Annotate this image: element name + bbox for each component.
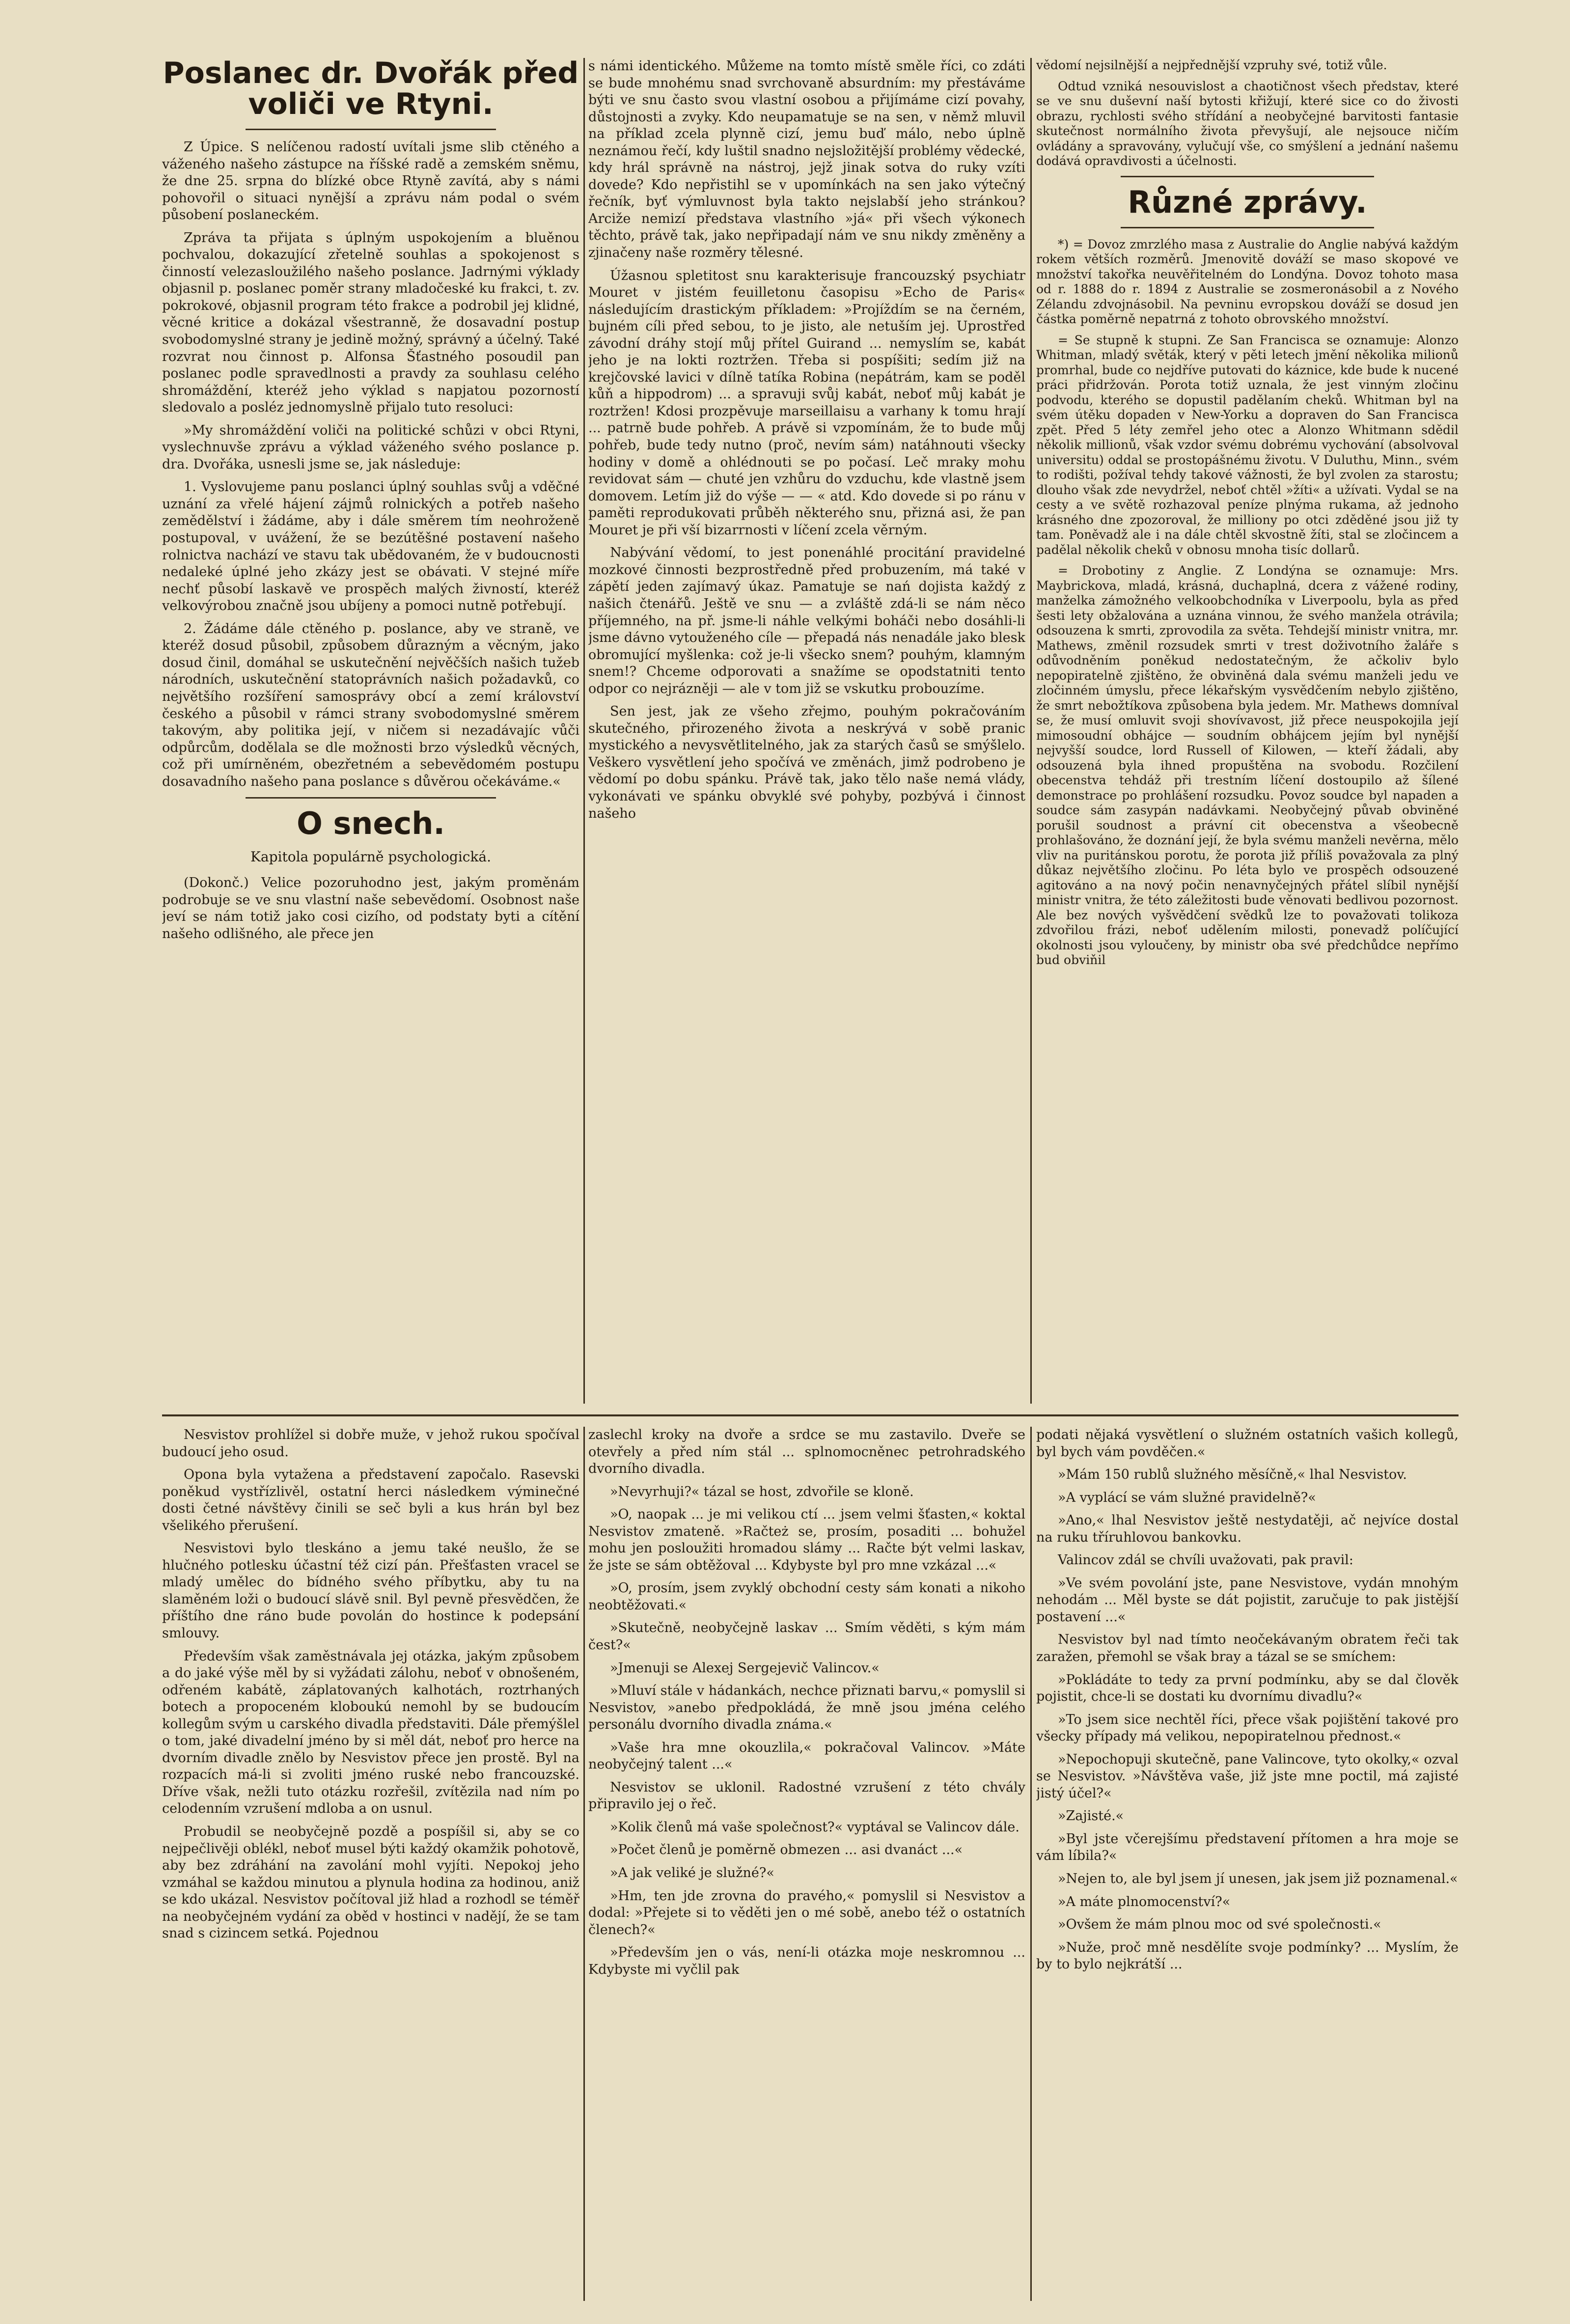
column-3 (1036, 58, 1459, 1404)
paragraph: Z Úpice. S nelíčenou radostí uvítali jsme slib ctěného a váženého našeho zástupce na říšské radě a zemském sněmu, že dne 25. srpna do blízké obce Rtyně zavítá, aby s námi pohovořil o situaci nynější a zprávu nám podal o svém působení poslaneckém. (162, 139, 579, 223)
paragraph: »Počet členů je poměrně obmezen ... asi dvanáct ...« (610, 1842, 963, 1858)
column-2 (588, 58, 1025, 1404)
news-item: = Se stupně k stupni. Ze San Francisca se oznamuje: Alonzo Whitman, mladý světák, který v pěti letech jmění několika milionů promrhal, bude co nejdříve putovati do káznice, kde bude k nucené práci přidržován. Porota totiž uznala, že jest vinným zločinu podvodu, kterého se dopustil padělaním cheků. Whitman byl na svém útěku dopaden v New-Yorku a dopraven do San Francisca zpět. Před 5 léty zemřel jeho otec a Alonzo Whitmann sdědil několik millionů, však vzdor svému dobrému vychování (absolvoval universitu) oddal se prostopášnému životu. V Duluthu, Minn., svém to rodišti, požíval tehdy takové vážnosti, že byl zvolen za starostu; dlouho však zde nevydržel, neboť chtěl »žíti« a užívati. Vydal se na cesty a ve světě rozhazoval peníze plnýma rukama, až jednoho krásného dne zpozoroval, že milliony po otci zděděné jsou již ty tam. Poněvadž ale i na dále chtěl skvostně žíti, stal se zločincem a padělal několik cheků v obnosu mnoha tisíc dollarů. (1036, 332, 1459, 557)
paragraph: »Ve svém povolání jste, pane Nesvistove, vydán mnohým nehodám ... Měl byste se dát pojistit, zaručuje to pak jistější postavení ...« (1036, 1575, 1459, 1625)
paragraph: »Hm, ten jde zrovna do pravého,« pomyslil si Nesvistov a dodal: »Přejete si to věděti jen o mé sobě, anebo též o ostatních členech?« (588, 1888, 1025, 1937)
paragraph: Probudil se neobyčejně pozdě a pospíšil si, aby se co nejpečlivěji oblékl, neboť musel býti každý okamžik pohotově, aby bez zdráhání na zavolání mohl vyjíti. Nepokoj jeho vzmáhal se každou minutou a plynula hodina za hodinou, aniž se kdo ukázal. Nesvistov počítoval již hlad a rozhodl se téměř na neobyčejném vydání za oběd v hostinci v nadějí, že se tam snad s cizincem setká. Pojednou (162, 1824, 579, 1941)
column-1 (162, 58, 579, 1404)
paragraph: »Ano,« lhal Nesvistov ještě nestydatěji, ač nejvíce dostal na ruku tříruhlovou bankovku. (1036, 1513, 1459, 1545)
section-divider (246, 797, 496, 799)
paragraph: »Jmenuji se Alexej Sergejevič Valincov.« (610, 1660, 880, 1676)
paragraph: »Byl jste včerejšímu představení přítomen a hra moje se vám líbila?« (1036, 1831, 1459, 1864)
column-divider (583, 58, 585, 1404)
paragraph: Úžasnou spletitost snu karakterisuje francouzský psychiatr Mouret v jistém feuilletonu časopisu »Echo de Paris« následujícím drastickým příkladem: »Projíždím se na černém, bujném cíli před sebou, to je jisto, ale netuším jej. Uprostřed závodní dráhy stojí můj přítel Guirand ... nemyslím se, kabát jeho je na lokti roztržen. Třeba si pospíšiti; sedím již na krejčovské lavici v dílně tatíka Robina (nepátrám, kam se poděl kůň a hippodrom) ... a spravuji svůj kabát, neboť můj kabát je roztržen! Kdosi prozpěvuje marseillaisu a varhany k tomu hrají ... patrně bude pohřeb. A právě si vzpomínám, že to bude můj pohřeb, bude tedy nutno (proč, nevím sám) natáhnouti všecky hodiny v domě a ohlédnouti se po počasí. Leč mraky mohu revidovat sám — chuté jen vzhůru do vzduchu, kde vlastně jsem domovem. Letím již do výše — — « atd. Kdo dovede si po ránu v paměti reprodukovati průběh některého snu, přizná asi, že pan Mouret je při vší bizarrnosti v líčení zcela věrným. (588, 268, 1025, 538)
paragraph: Nesvistovi bylo tleskáno a jemu také neušlo, že se hlučného potlesku účastní též cizí pán. Přešťasten vracel se mladý umělec do bídného svého příbytku, aby tu na slaměném loži o budoucí slávě snil. Byl pevně přesvědčen, že příštího dne ráno bude povolán do hostince k podepsání smlouvy. (162, 1541, 579, 1641)
column-divider (1030, 58, 1032, 1404)
paragraph: podati nějaká vysvětlení o služném ostatních vašich kollegů, byl bych vám povděčen.« (1036, 1427, 1459, 1460)
column-divider (583, 1427, 585, 2301)
article-headline: Poslanec dr. Dvořák před voliči ve Rtyni. (163, 58, 579, 121)
feuilleton-column-2 (588, 1427, 1025, 2301)
paragraph: Sen jest, jak ze všeho zřejmo, pouhým pokračováním skutečného, přirozeného života a neskrývá v sobě pranic mystického a nevysvětlitelného, jak za starých časů se smýšlelo. Veškero vysvětlení jeho spočívá ve změnách, jimž podrobeno je vědomí po dobu spánku. Právě tak, jako tělo naše nemá vlády, vykonávati ve spánku obvyklé své pohyby, pozbývá i činnost našeho (588, 704, 1025, 821)
paragraph: »My shromáždění voliči na politické schůzi v obci Rtyni, vyslechnuvše zprávu a výklad váženého svého poslance p. dra. Dvořáka, usnesli jsme se, jak následuje: (162, 422, 579, 472)
paragraph: »Nejen to, ale byl jsem jí unesen, jak jsem již poznamenal.« (1058, 1871, 1458, 1887)
paragraph: »Mluví stále v hádankách, nechce přiznati barvu,« pomyslil si Nesvistov, »anebo předpokládá, že mně jsou jména celého personálu dvorního divadla známa.« (588, 1683, 1025, 1733)
paragraph: »Skutečně, neobyčejně laskav ... Smím věděti, s kým mám čest?« (588, 1620, 1025, 1653)
paragraph: »Mám 150 rublů služného měsíčně,« lhal Nesvistov. (1058, 1467, 1407, 1483)
paragraph: Nesvistov se uklonil. Radostné vzrušení z této chvály připravilo jej o řeč. (588, 1779, 1025, 1812)
paragraph: 2. Žádáme dále ctěného p. poslance, aby ve straně, ve kteréž dosud působil, způsobem důrazným a věcným, jako dosud činil, domáhal se uskutečnění nejvěčších našich tužeb národních, uskutečnění statoprávních našich požadavků, co největšího rozšíření samosprávy obcí a zemí království českého a působil v rámci strany svobodomyslné směrem takovým, aby politika její, v ničem si nezadávajíc vůči odpůrcům, dodělala se dle možnosti brzo výsledků věcných, což při umírněném, obezřetném a sebevědomém postupu dosavadního našeho pana poslance s důvěrou očekáváme.« (162, 621, 579, 789)
paragraph: »Kolik členů má vaše společnost?« vyptával se Valincov dále. (610, 1819, 1019, 1835)
paragraph: Nabývání vědomí, to jest ponenáhlé procitání pravidelné mozkové činnosti bezprostředně před probuzením, má také v zápětí jeden zajímavý úkaz. Pamatuje se nań dojista každý z našich čtenářů. Ještě ve snu — a zvláště zdá-li se nám něco příjemného, na př. jsme-li náhle velkými boháči nebo dosáhli-li jsme dávno vytouženého cíle — přepadá nás nenadále jako blesk obromující myšlenka: což je-li všecko snem? pouhým, klamným snem!? Chceme odporovati a snažíme se opodstatniti tento odpor co nejrázněji — ale v tom již se vskutku probouzíme. (588, 545, 1025, 696)
paragraph: »Nepochopuji skutečně, pane Valincove, tyto okolky,« ozval se Nesvistov. »Návštěva vaše, již jste mne poctil, má zajisté jistý účel?« (1036, 1751, 1459, 1801)
news-item: = Drobotiny z Anglie. Z Londýna se oznamuje: Mrs. Maybrickova, mladá, krásná, duchaplná, dcera z vážené rodiny, manželka zámožného velkoobchodníka v Liverpoolu, byla as před šesti lety obžalována a uznána vinnou, že svého manžela otrávila; odsouzena k smrti, zprovodila za světa. Tehdejší ministr vnitra, mr. Mathews, změnil rozsudek smrti v trest doživotního žaláře s odůvodněním poněkud nedostatečným, že ačkoliv bylo nepopiratelně zjištěno, že obviněná dala svému manželi jedu ve zločinném úmyslu, přece lékařským vysvědčením nebylo zjištěno, že smrt nebožtíkova způsobena byla jedem. Mr. Mathews domníval se, že musí omluvit svoji shovívavost, již přece neuspokojila její mimosoudní obhájce — soudním obhájcem jejím byl nynější nejvyšší soudce, lord Russell of Kilowen, — kteří žádali, aby odsouzená byla ihned propuštěna na svobodu. Rozčilení obecenstva tehdáž při trestním líčení dostoupilo až šílené demonstrace po prohlášení rozsudku. Povoz soudce byl napaden a soudce sám zasypán nadávkami. Neobyčejný půvab obviněné porušil soudnost a právní cit obecenstva a všeobecně prohlašováno, že doznání její, že byla svému manželi nevěrna, mělo vliv na puritánskou porotu, že porota již příliš považovala za plný důkaz největšího zločinu. Po léta bylo ve prospěch odsouzené agitováno a na nový počin nenavnyčejných přátel slíbil nynější ministr vnitra, že této záležitosti bude věnovati bedlivou pozornost. Ale bez nových vyšvědčení svědků lze to považovati tolikoza zdvořilou frázi, neboť udělením milosti, ponevadž políčující okolnosti jsou vyloučeny, by ministr oba své předchůdce nepřímo bud obviňil (1036, 563, 1459, 968)
paragraph: »O, naopak ... je mi velikou ctí ... jsem velmi šťasten,« koktal Nesvistov zmateně. »Račteż se, prosím, posaditi ... bohužel mohu jen posloužiti hromadou slámy ... Račte být velmi laskav, že jste se sám obtěžoval ... Kdybyste byl pro mne vzkázal ...« (588, 1507, 1025, 1573)
paragraph: s námi identického. Můžeme na tomto místě směle říci, co zdáti se bude mnohému snad svrchovaně absurdním: my přestáváme býti ve snu často svou vlastní osobou a přijímáme cizí povahy, důstojnosti a zvyky. Kdo neupamatuje se na sen, v němž mluvil na příklad zcela plynně cizí, jemu buď málo, nebo úplně neznámou řečí, kdy luštil snadno nejsložitější problémy vědecké, kdy hrál správně na nástroj, jejž jinak sotva do ruky vzíti dovede? Kdo nepřistihl se v upomínkách na sen jako výtečný řečník, byť výmluvnost byla takto nejslabší jeho stránkou? Arciže nemizí představa vlastního »já« při všech výkonech těchto, právě tak, jako nepřipadají nám ve snu nikdy změněny a zjinačeny naše rozměry tělesné. (588, 58, 1025, 261)
paragraph: »Ovšem že mám plnou moc od své společnosti.« (1058, 1917, 1381, 1933)
paragraph: »Pokládáte to tedy za první podmínku, aby se dal člověk pojistit, chce-li se dostati ku dvornímu divadlu?« (1036, 1672, 1459, 1705)
paragraph: »A vyplácí se vám služné pravidelně?« (1058, 1490, 1316, 1505)
news-item: *) = Dovoz zmrzlého masa z Australie do Anglie nabývá každým rokem větších rozměrů. Jmenovitě dováží se maso skopové ve množství takořka neuvěřitelném do Londýna. Dovoz tohoto masa od r. 1888 do r. 1894 z Australie se zosmeronásobil a z Nového Zélandu zdvojnásobil. Na pevninu evropskou dováží se dosud jen částka poměrně nepatrná z tohoto obrovského množství. (1036, 237, 1459, 327)
headline-underline (1121, 227, 1374, 228)
section-divider (1121, 176, 1374, 177)
paragraph: Odtud vzniká nesouvislost a chaotičnost všech představ, které se ve snu duševní naší bytosti křižují, které sice co do živosti obrazu, rychlosti svého střídání a neobyčejné barvitosti fantasie skutečnost normálního života převyšují, ale nejsouce ničím ovládány a spravovány, vylučují vše, co smýšlení a jednání našemu dodává opravdivosti a účelnosti. (1036, 79, 1459, 168)
paragraph: Nesvistov prohlížel si dobře muže, v jehož rukou spočíval budoucí jeho osud. (162, 1427, 579, 1460)
article-headline: O snech. (297, 805, 445, 842)
feuilleton-column-3 (1036, 1427, 1459, 2301)
paragraph: »A jak veliké je služné?« (610, 1865, 774, 1881)
feuilleton-divider (162, 1414, 1459, 1416)
column-divider (1030, 1427, 1032, 2301)
paragraph: Především však zaměstnávala jej otázka, jakým způsobem a do jaké výše měl by si vyžádati zálohu, neboť v obnošeném, odřeném kabátě, záplatovaných kalhotách, roztrhaných botech a propoceném kloboukú nemohl by se budoucím kollegům svým u carského divadla představiti. Dále přemýšlel o tom, jaké divadelní jméno by si měl dát, neboť pro herce na dvorním divadle znělo by Nesvistov přece jen prostě. Byl na rozpacích má-li si zvoliti jméno ruské nebo francouzské. Dříve však, nežli tuto otázku rozřešil, zvítězila nad ním po celodenním vzrušení mdloba a on usnul. (162, 1648, 579, 1817)
paragraph: »To jsem sice nechtěl říci, přece však pojištění takové pro všecky případy má velikou, nepopiratelnou přednost.« (1036, 1712, 1459, 1744)
paragraph: vědomí nejsilnější a nejpřednější vzpruhy své, totiž vůle. (1036, 58, 1387, 72)
paragraph: »A máte plnomocenství?« (1058, 1894, 1231, 1909)
paragraph: Zpráva ta přijata s úplným uspokojením a bluěnou pochvalou, dokazující zřetelně souhlas a spokojenost s činností velezasloužilého našeho poslance. Jadrnými výklady objasnil p. poslanec poměr strany mladočeské ku frakci, t. zv. pokrokové, objasnil program této frakce a podrobil jej klidné, věcné kritice a dokázal všestranně, že dosavadní postup svobodomyslné strany je jedině možný, správný a účelný. Také rozvrat nou činnost p. Alfonsa Šťastného posoudil pan poslanec podle spravedlnosti a pravdy za souhlasu celého shromáždění, kteréž jeho výklad s napjatou pozorností sledovalo a posléz jednomyslně přijalo tuto resoluci: (162, 230, 579, 415)
paragraph: »Nevyrhuji?« tázal se host, zdvořile se kloně. (610, 1484, 914, 1499)
paragraph: »O, prosím, jsem zvyklý obchodní cesty sám konati a nikoho neobtěžovati.« (588, 1580, 1025, 1613)
paragraph: zaslechl kroky na dvoře a srdce se mu zastavilo. Dveře se otevřely a před ním stál ... splnomocněnec petrohradského dvorního divadla. (588, 1427, 1025, 1477)
paragraph: Valincov zdál se chvíli uvažovati, pak pravil: (1058, 1552, 1353, 1568)
news-section-headline: Různé zprávy. (1128, 184, 1367, 220)
paragraph: Opona byla vytažena a představení započalo. Rasevski poněkud vystřízlivěl, ostatní herci následkem výminečné dosti četné návštěvy činili se seč byli a kus hrán byl bez všelikého přerušení. (162, 1467, 579, 1533)
headline-underline (246, 129, 496, 130)
feuilleton-column-1 (162, 1427, 579, 2301)
paragraph: Nesvistov byl nad tímto neočekávaným obratem řeči tak zaražen, přemohl se však bray a tázal se se smíchem: (1036, 1632, 1459, 1665)
paragraph: 1. Vyslovujeme panu poslanci úplný souhlas svůj a vděčné uznání za vřelé hájení zájmů rolnických a potřeb našeho zemědělství i žádáme, aby i dále směrem tím neohroženě postupoval, v uvážení, že se bezútěšné postavení našeho rolnictva nachází ve stavu tak ubědovaném, že v budoucnosti nedaleké úplné jeho zkázy jest se obávati. V stejné míře nechť působí laskavě ve prospěch malých živností, kteréž velkovýrobou značně jsou ubíjeny a pomoci nutně potřebují. (162, 479, 579, 614)
paragraph: (Dokonč.) Velice pozoruhodno jest, jakým proměnám podrobuje se ve snu vlastní naše sebevědomí. Osobnost naše jeví se nám totiž jako cosi cizího, od podstaty byti a cítění našeho odlišného, ale přece jen (162, 875, 579, 941)
paragraph: »Vaše hra mne okouzlila,« pokračoval Valincov. »Máte neobyčejný talent ...« (588, 1740, 1025, 1772)
paragraph: »Především jen o vás, není-li otázka moje neskromnou ... Kdybyste mi vyčlil pak (588, 1945, 1025, 1977)
paragraph: »Zajisté.« (1058, 1808, 1124, 1824)
article-subtitle: Kapitola populárně psychologická. (250, 849, 492, 865)
paragraph: »Nuže, proč mně nesdělíte svoje podmínky? ... Myslím, že by to bylo nejkrátší ... (1036, 1939, 1459, 1972)
